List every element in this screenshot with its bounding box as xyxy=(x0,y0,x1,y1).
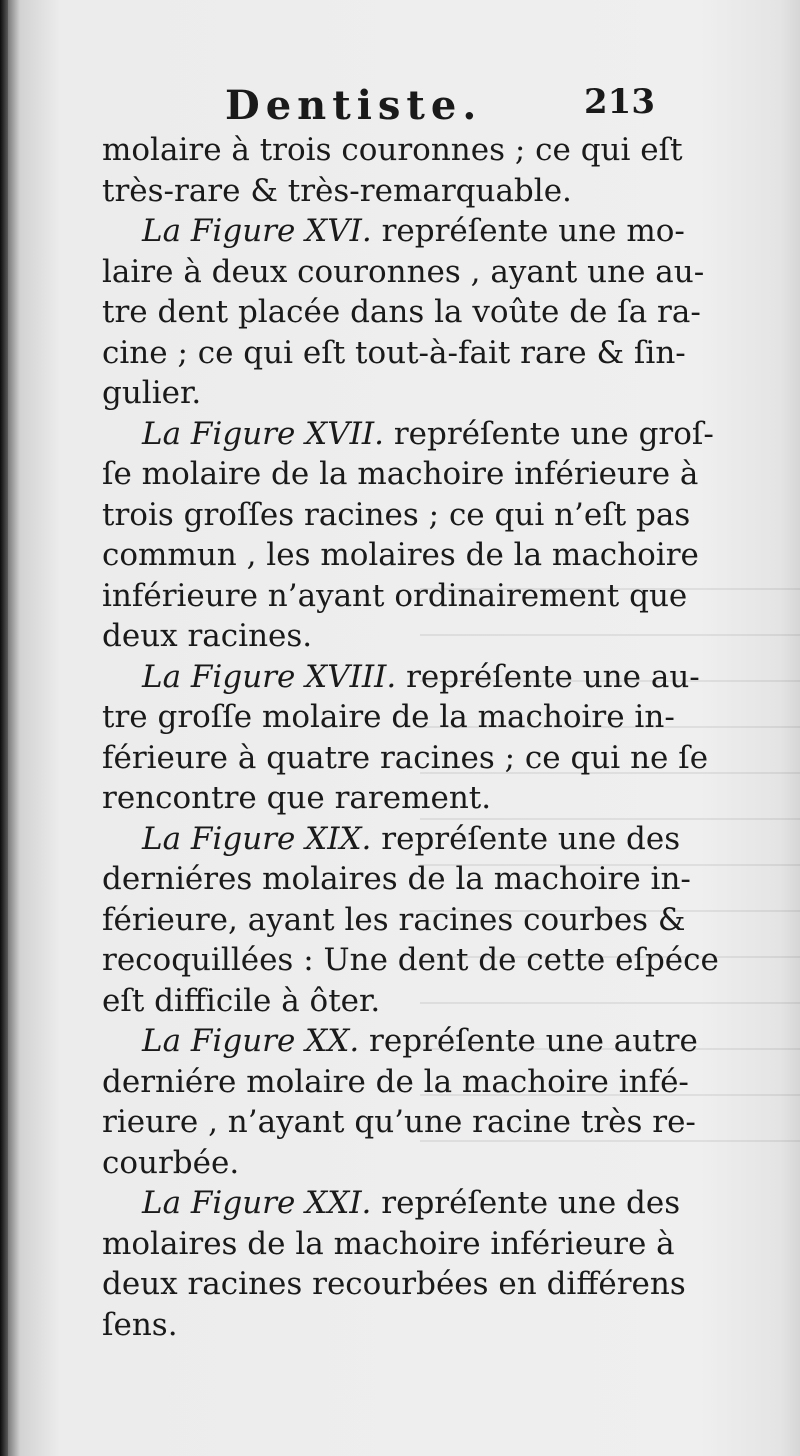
text-line xyxy=(102,333,686,374)
text-line xyxy=(102,1183,681,1224)
line-text: laire à deux couronnes , ayant une au- xyxy=(102,253,705,290)
line-text: repréſente une mo- xyxy=(371,213,685,249)
line-text: inférieure n’ayant ordinairement que xyxy=(102,577,688,614)
line-text: ſens. xyxy=(102,1306,178,1343)
line-text: repréſente une au- xyxy=(396,658,700,695)
line-text: cine ; ce qui eſt tout-à-fait rare & ſin- xyxy=(102,334,686,371)
text-line xyxy=(102,1305,672,1346)
text-line xyxy=(102,940,719,981)
text-line xyxy=(102,535,699,576)
text-line xyxy=(102,900,686,941)
text-line xyxy=(102,657,700,698)
figure-reference: La Figure XVIII. xyxy=(142,658,397,695)
text-line xyxy=(102,697,675,738)
line-text: rieure , n’ayant qu’une racine très re- xyxy=(102,1104,696,1140)
text-line xyxy=(102,373,672,414)
running-head: Dentiste. xyxy=(225,82,483,129)
text-line xyxy=(102,819,681,860)
text-line xyxy=(102,292,701,333)
figure-reference: La Figure XIX. xyxy=(142,820,372,857)
text-line xyxy=(102,981,672,1022)
text-line xyxy=(102,616,672,657)
text-line xyxy=(102,1062,689,1103)
text-line xyxy=(102,454,699,495)
text-line xyxy=(102,171,672,212)
line-text: tre groſſe molaire de la machoire in- xyxy=(102,699,675,735)
line-text: repréſente une des xyxy=(371,1185,681,1221)
body-text xyxy=(102,130,719,1345)
line-text: repréſente une autre xyxy=(359,1023,698,1059)
line-text: commun , les molaires de la machoire xyxy=(102,537,699,573)
line-text: repréſente une groſ- xyxy=(383,415,714,452)
line-text: rencontre que rarement. xyxy=(102,780,492,816)
page-number: 213 xyxy=(584,82,655,122)
text-line xyxy=(102,1224,675,1265)
line-text: deux racines. xyxy=(102,618,313,654)
line-text: tre dent placée dans la voûte de ſa ra- xyxy=(102,294,701,330)
line-text: gulier. xyxy=(102,375,202,411)
line-text: courbée. xyxy=(102,1144,240,1181)
figure-reference: La Figure XVII. xyxy=(142,415,384,452)
line-text: ſe molaire de la machoire inférieure à xyxy=(102,456,699,492)
line-text: férieure, ayant les racines courbes & xyxy=(102,901,686,938)
line-text: molaires de la machoire inférieure à xyxy=(102,1225,675,1262)
line-text: repréſente une des xyxy=(371,820,681,857)
line-text: derniére molaire de la machoire infé- xyxy=(102,1063,689,1100)
text-line xyxy=(102,576,688,617)
text-line xyxy=(102,738,709,779)
text-line xyxy=(102,130,683,171)
text-line xyxy=(102,495,691,536)
text-line xyxy=(102,414,714,455)
line-text: deux racines recourbées en différens xyxy=(102,1266,686,1302)
text-line xyxy=(102,859,691,900)
text-line xyxy=(102,1021,698,1062)
text-line xyxy=(102,1264,686,1305)
figure-reference: La Figure XX. xyxy=(142,1023,360,1059)
line-text: molaire à trois couronnes ; ce qui eſt xyxy=(102,132,683,168)
text-line xyxy=(102,1143,672,1184)
page-header xyxy=(225,82,655,132)
line-text: derniéres molaires de la machoire in- xyxy=(102,861,691,897)
line-text: recoquillées : Une dent de cette eſpéce xyxy=(102,942,719,978)
figure-reference: La Figure XXI. xyxy=(142,1185,372,1221)
text-line xyxy=(102,1102,696,1143)
text-line xyxy=(102,778,672,819)
figure-reference: La Figure XVI. xyxy=(142,213,372,249)
binding-shadow xyxy=(0,0,8,1456)
text-line xyxy=(102,211,685,252)
line-text: très-rare & très-remarquable. xyxy=(102,172,572,209)
line-text: férieure à quatre racines ; ce qui ne ſe xyxy=(102,739,709,776)
text-line xyxy=(102,252,705,293)
line-text: eſt difficile à ôter. xyxy=(102,982,381,1019)
line-text: trois groſſes racines ; ce qui n’eſt pas xyxy=(102,496,691,533)
